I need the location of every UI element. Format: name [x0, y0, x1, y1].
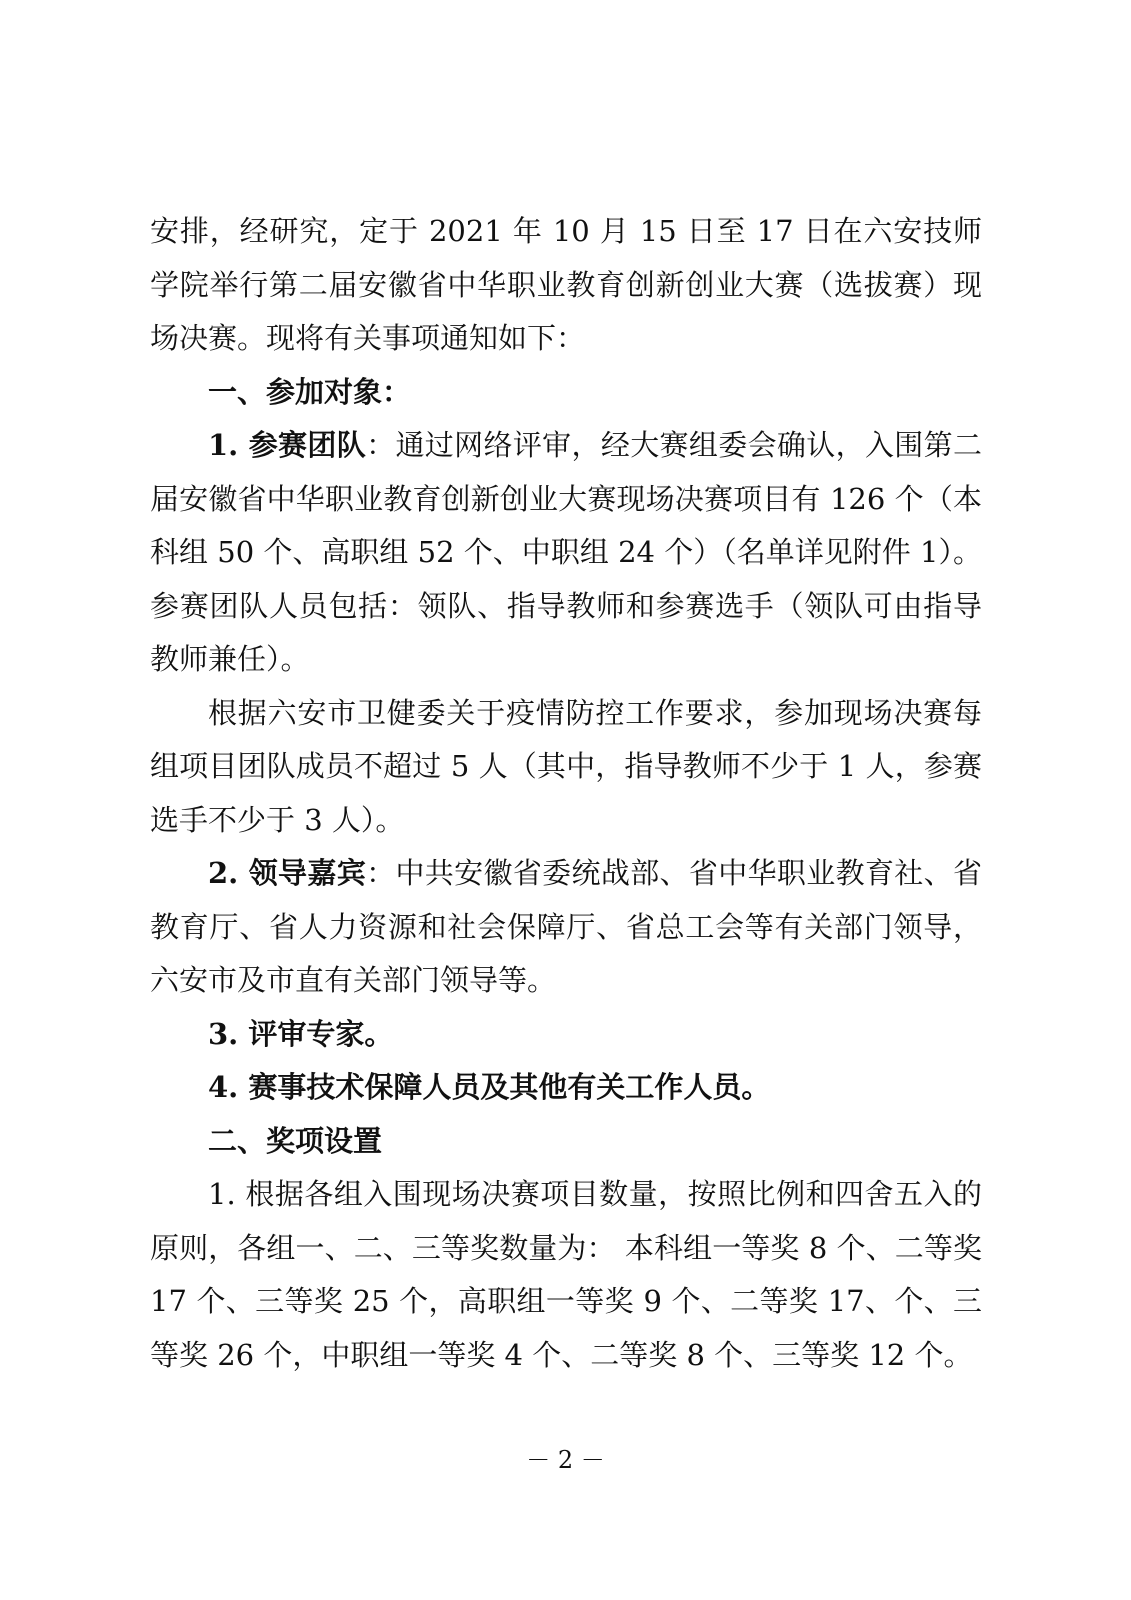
item-support-staff: 4. 赛事技术保障人员及其他有关工作人员。 — [208, 1070, 771, 1104]
teams-text: ：通过网络评审，经大赛组委会确认，入围第二届安徽省中华职业教育创新创业大赛现场决赛项目有 126 个（本科组 50 个、高职组 52 个、中职组 24 个）（名单详见附件 1）。参赛团队人员包括：领队、指导教师和参赛选手（领队可由指导教师兼任）。 — [150, 428, 982, 676]
item-experts: 3. 评审专家。 — [208, 1016, 394, 1051]
teams-label: 1. 参赛团队 — [208, 428, 367, 462]
page-number: － 2 － — [526, 1446, 605, 1474]
paragraph-guests — [150, 847, 982, 1008]
paragraph-epidemic-control: 根据六安市卫健委关于疫情防控工作要求，参加现场决赛每组项目团队成员不超过 5 人（其中，指导教师不少于 1 人，参赛选手不少于 3 人）。 — [150, 695, 982, 837]
guests-text: ：中共安徽省委统战部、省中华职业教育社、省教育厅、省人力资源和社会保障厅、省总工会等有关部门领导，六安市及市直有关部门领导等。 — [150, 856, 982, 997]
guests-label: 2. 领导嘉宾 — [208, 856, 367, 890]
paragraph-awards: 1. 根据各组入围现场决赛项目数量，按照比例和四舍五入的原则，各组一、二、三等奖数量为： 本科组一等奖 8 个、二等奖 17 个、三等奖 25 个，高职组一等奖 9 个、二等奖 17、个、三等奖 26 个，中职组一等奖 4 个、二等奖 8 个、三等奖 12 个。 — [150, 1177, 982, 1372]
document-body — [150, 205, 982, 1382]
paragraph-teams — [150, 419, 982, 687]
paragraph-intro: 安排，经研究，定于 2021 年 10 月 15 日至 17 日在六安技师学院举行第二届安徽省中华职业教育创新创业大赛（选拔赛）现场决赛。现将有关事项通知如下： — [150, 214, 982, 355]
section-heading-participants: 一、参加对象： — [208, 374, 412, 409]
section-heading-awards: 二、奖项设置 — [208, 1123, 383, 1158]
